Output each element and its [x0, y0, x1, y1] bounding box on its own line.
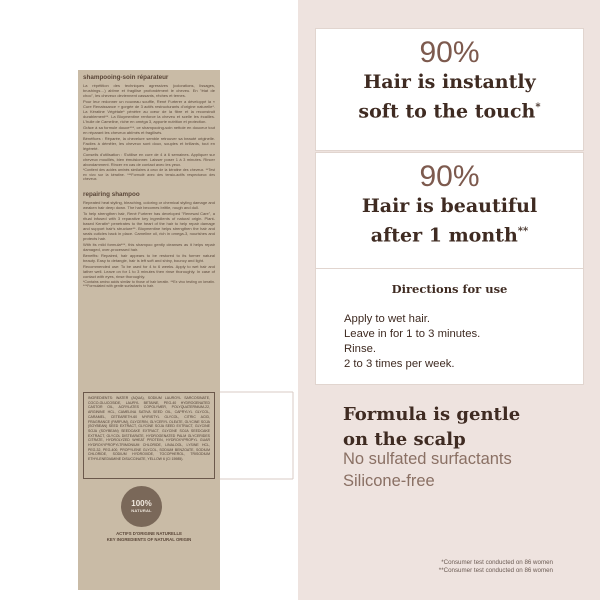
label-paragraph-fr: Grâce à sa formule douce***, ce shampooing-soin nettoie en douceur tout en réparant les cheveux abîmés et fragilisés. [83, 125, 215, 135]
label-paragraph-fr: *Contient des acides aminés similaires à ceux de la kératine des cheveux. **Test ex vivo sur la kératine. ***Formulé avec des tensio-actifs respectueux des cheveux. [83, 168, 215, 182]
formula-title [343, 402, 583, 452]
seal-number: 100% [131, 499, 152, 508]
claim-percent: 90% [419, 160, 480, 193]
footnote: *Consumer test conducted on 86 women [441, 559, 553, 566]
formula-title-line: Formula is gentle [343, 404, 521, 425]
formula-title-line: on the scalp [343, 429, 466, 450]
claim-line [316, 95, 583, 124]
ingredients-list: INGREDIENTS: WATER (AQUA), SODIUM LAUROYL SARCOSINATE, COCO-GLUCOSIDE, LAURYL BETAINE, PEG-40 HYDROGENATED CASTOR OIL, ACRYLATES COPOLYMER, POLYQUATERNIUM-22, ARGININE HCL, CAMELINA SATIVA SEED OIL, CAPRYLYL GLYCOL, CARAMEL, CETEARETH-60 MYRISTYL GLYCOL, CITRIC ACID, FRAGRANCE (PARFUM), GLYCERIN, GLYCERYL OLEATE, GLYCINE SOJA (SOYBEAN) SEED EXTRACT, GLYCINE SOJA SEED EXTRACT, GLYCINE SOJA (SOYBEAN) SEEDCAKE EXTRACT, GLYCINE SOJA SEEDCAKE EXTRACT, GLYCOL DISTEARATE, HYDROGENATED PALM GLYCERIDES CITRATE, HYDROLYZED WHEAT PROTEIN, HYDROXYPROPYL GUAR HYDROXYPROPYLTRIMONIUM CHLORIDE, LINALOOL, LYSINE HCL, PEG-32, PEG-400, PROPYLENE GLYCOL, SODIUM BENZOATE, SODIUM CHLORIDE, SODIUM HYDROXIDE, TOCOPHEROL, TRISODIUM ETHYLENEDIAMINE DISUCCINATE, YELLOW 6 (CI 15985). [83, 392, 215, 479]
directions-card [315, 268, 584, 385]
directions-step: 2 to 3 times per week. [344, 358, 455, 370]
label-paragraph-fr: Pour leur redonner un nouveau souffle, René Furterer a développé la « Cure Renaissance » gorgée de 3 actifs restructurants d'origine naturelle*. La Kératine Végétale* pénètre au cœur de la fibre et la reconstruit durablement**. La Bioymentine renforce la cheveu et scelle les écailles. L'huile de Cameline, riche en oméga 3, apporte nutrition et protection. [83, 99, 215, 124]
label-title-en: repairing shampoo [83, 190, 140, 198]
label-paragraph-en: Repeated heat styling, bleaching, coloring or chemical styling damage and weaken hair deep down. The hair becomes brittle, rough and dull. [83, 199, 215, 210]
label-paragraph-en: Recommended use: To be used for 4 to 6 weeks. Apply to wet hair and lather well. Leave on for 1 to 3 minutes then rinse thoroughly. In case of contact with eyes, rinse thoroughly. [83, 263, 215, 279]
label-paragraph-en: *Contains amino acids similar to those of hair keratin. **Ex vivo testing on keratin. ***Formulated with gentle surfactants to hair. [83, 279, 215, 289]
label-paragraph-fr: Conseils d'utilisation : S'utilise en cure de 4 à 6 semaines. Appliquer sur cheveux mouillés, bien émulsionner. Laisser poser 1 à 3 minutes. Rincer abondamment. Rincer en cas de contact avec les yeux. [83, 152, 215, 167]
footnote: **Consumer test conducted on 86 women [438, 567, 553, 574]
formula-feature: No sulfated surfactants [343, 450, 512, 468]
directions-step: Apply to wet hair. [344, 313, 431, 325]
label-paragraph-en: Benefits: Repaired, hair appears to be restored to its former natural beauty. Easy to detangle, hair is left soft and shiny, bouncy and light. [83, 252, 215, 263]
label-paragraph-fr: Bénéfices : Réparée, la chevelure semble retrouver sa beauté originelle. Faciles à démêler, les cheveux sont doux, souples et brillants, tout en légèreté. [83, 136, 215, 151]
natural-seal-icon [121, 486, 162, 527]
formula-feature: Silicone-free [343, 472, 435, 490]
directions-title: Directions for use [391, 282, 508, 296]
claim-line-text: soft to the touch [358, 100, 536, 123]
claim-footnote-mark: ** [517, 226, 529, 237]
directions-list [344, 312, 583, 372]
claim-card-soft [315, 28, 584, 151]
directions-step: Rinse. [344, 343, 377, 355]
origin-fr: ACTIFS D'ORIGINE NATURELLE [116, 531, 182, 536]
directions-step: Leave in for 1 to 3 minutes. [344, 328, 481, 340]
label-paragraph-en: To help strengthen hair, René Furterer has developed "Renewal Care", a ritual infused with 3 reparative key ingredients of natural origin. Plant-based Keratin* penetrates to the heart of the hair to help repair damage and support hair's structure**. Bioymentine helps strengthen the hair and seals cuticles back in place. Cameline oil, rich in omega-3, nourishes and protects hair. [83, 210, 215, 241]
claim-line: Hair is instantly [363, 71, 536, 93]
product-label [78, 70, 220, 590]
label-text-block [83, 74, 215, 290]
claim-footnote-mark: * [535, 102, 541, 113]
natural-origin-note [83, 531, 215, 542]
label-title-fr: shampooing-soin réparateur [83, 74, 169, 81]
claim-headline [316, 70, 583, 124]
claim-percent: 90% [419, 36, 480, 69]
claim-line-text: after 1 month [370, 224, 518, 247]
seal-word: NATURAL [131, 508, 152, 513]
claim-line: Hair is beautiful [361, 195, 538, 217]
claim-card-beautiful [315, 152, 584, 276]
claim-headline [316, 194, 583, 248]
label-paragraph-fr: La répétition des techniques agressives (colorations, lissages, brushings…) abîme et fragilise profondément le cheveu. En "état de choc", les cheveux deviennent cassants, rêches et ternes. [83, 83, 215, 98]
claim-line [316, 219, 583, 248]
label-paragraph-en: With its mild formula***, this shampoo gently cleanses as it helps repair damaged, over-processed hair. [83, 241, 215, 252]
origin-en: KEY INGREDIENTS OF NATURAL ORIGIN [106, 536, 192, 542]
